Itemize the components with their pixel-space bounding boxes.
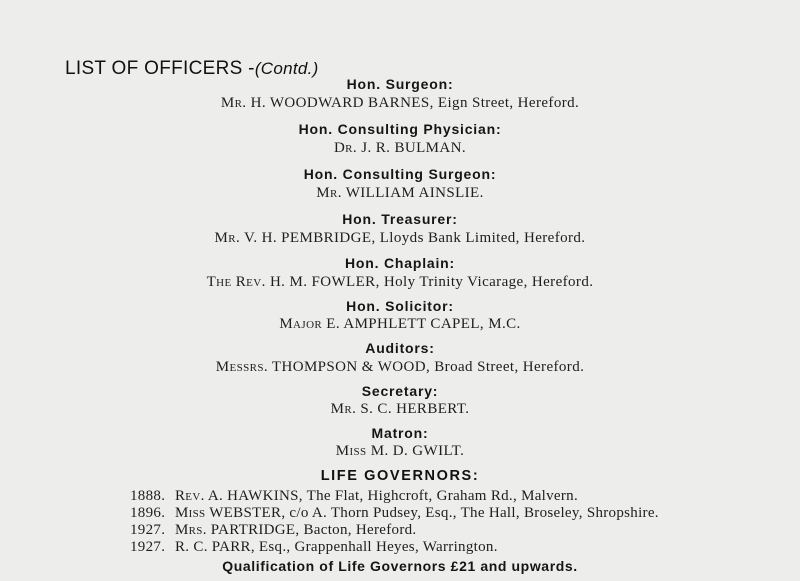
- life-governor-row: [130, 522, 416, 539]
- officer-role: Hon. Consulting Surgeon:: [303, 166, 497, 182]
- officer-prefix: Major: [279, 316, 323, 332]
- governor-year: 1888.: [130, 488, 166, 504]
- qualification-note: Qualification of Life Governors £21 and upwards.: [222, 558, 578, 574]
- officer-name: [0, 443, 800, 460]
- life-governor-row: [130, 505, 659, 522]
- officer-prefix: The Rev.: [206, 274, 266, 290]
- heading-separator: -: [242, 58, 255, 79]
- officer-details: H. M. FOWLER, Holy Trinity Vicarage, Hereford.: [265, 274, 594, 290]
- life-governor-row: [130, 539, 498, 556]
- officer-name: [0, 185, 800, 202]
- officer-name: [0, 274, 800, 291]
- governor-year: 1927.: [130, 539, 166, 555]
- governor-text: PARTRIDGE, Bacton, Hereford.: [206, 522, 417, 538]
- governor-text: R. C. PARR, Esq., Grappenhall Heyes, Warrington.: [175, 539, 498, 555]
- life-governor-row: [130, 488, 578, 505]
- heading-contd: (Contd.): [254, 59, 319, 78]
- officer-name: [0, 316, 800, 333]
- governor-prefix: Mrs.: [175, 522, 207, 538]
- officer-role: Secretary:: [361, 383, 439, 399]
- officer-role: Hon. Treasurer:: [342, 211, 458, 227]
- officer-role: Auditors:: [365, 340, 435, 356]
- officer-prefix: Mr.: [330, 401, 357, 417]
- officer-details: THOMPSON & WOOD, Broad Street, Hereford.: [268, 359, 585, 375]
- governor-year: 1927.: [130, 522, 166, 538]
- heading-title: LIST OF OFFICERS: [65, 58, 243, 79]
- governor-text: A. HAWKINS, The Flat, Highcroft, Graham Rd., Malvern.: [204, 488, 579, 504]
- officer-name: [0, 230, 800, 247]
- officer-name: [0, 140, 800, 157]
- officer-details: J. R. BULMAN.: [357, 140, 467, 156]
- officer-role: Hon. Solicitor:: [346, 298, 454, 314]
- officer-name: [0, 401, 800, 418]
- officer-prefix: Mr.: [214, 230, 241, 246]
- officer-prefix: Mr.: [316, 185, 342, 201]
- officer-role: Matron:: [371, 425, 429, 441]
- governor-prefix: Rev.: [175, 488, 205, 504]
- officer-details: M. D. GWILT.: [366, 443, 465, 459]
- officer-details: E. AMPHLETT CAPEL, M.C.: [322, 316, 521, 332]
- officer-details: S. C. HERBERT.: [356, 401, 470, 417]
- governor-prefix: Miss: [175, 505, 206, 521]
- officer-details: H. WOODWARD BARNES, Eign Street, Hereford.: [246, 95, 580, 111]
- officer-details: WILLIAM AINSLIE.: [341, 185, 484, 201]
- officer-prefix: Mr.: [220, 95, 247, 111]
- officer-name: [0, 359, 800, 376]
- officer-name: [0, 95, 800, 112]
- officer-prefix: Messrs.: [215, 359, 269, 375]
- life-governors-heading: LIFE GOVERNORS:: [320, 468, 480, 484]
- governor-year: 1896.: [130, 505, 166, 521]
- officer-prefix: Miss: [335, 443, 367, 459]
- officer-role: Hon. Consulting Physician:: [298, 121, 502, 137]
- officer-details: V. H. PEMBRIDGE, Lloyds Bank Limited, Hereford.: [240, 230, 586, 246]
- officer-role: Hon. Chaplain:: [345, 255, 455, 271]
- governor-text: WEBSTER, c/o A. Thorn Pudsey, Esq., The Hall, Broseley, Shropshire.: [205, 505, 659, 521]
- officer-role: Hon. Surgeon:: [346, 76, 454, 92]
- officer-prefix: Dr.: [333, 140, 358, 156]
